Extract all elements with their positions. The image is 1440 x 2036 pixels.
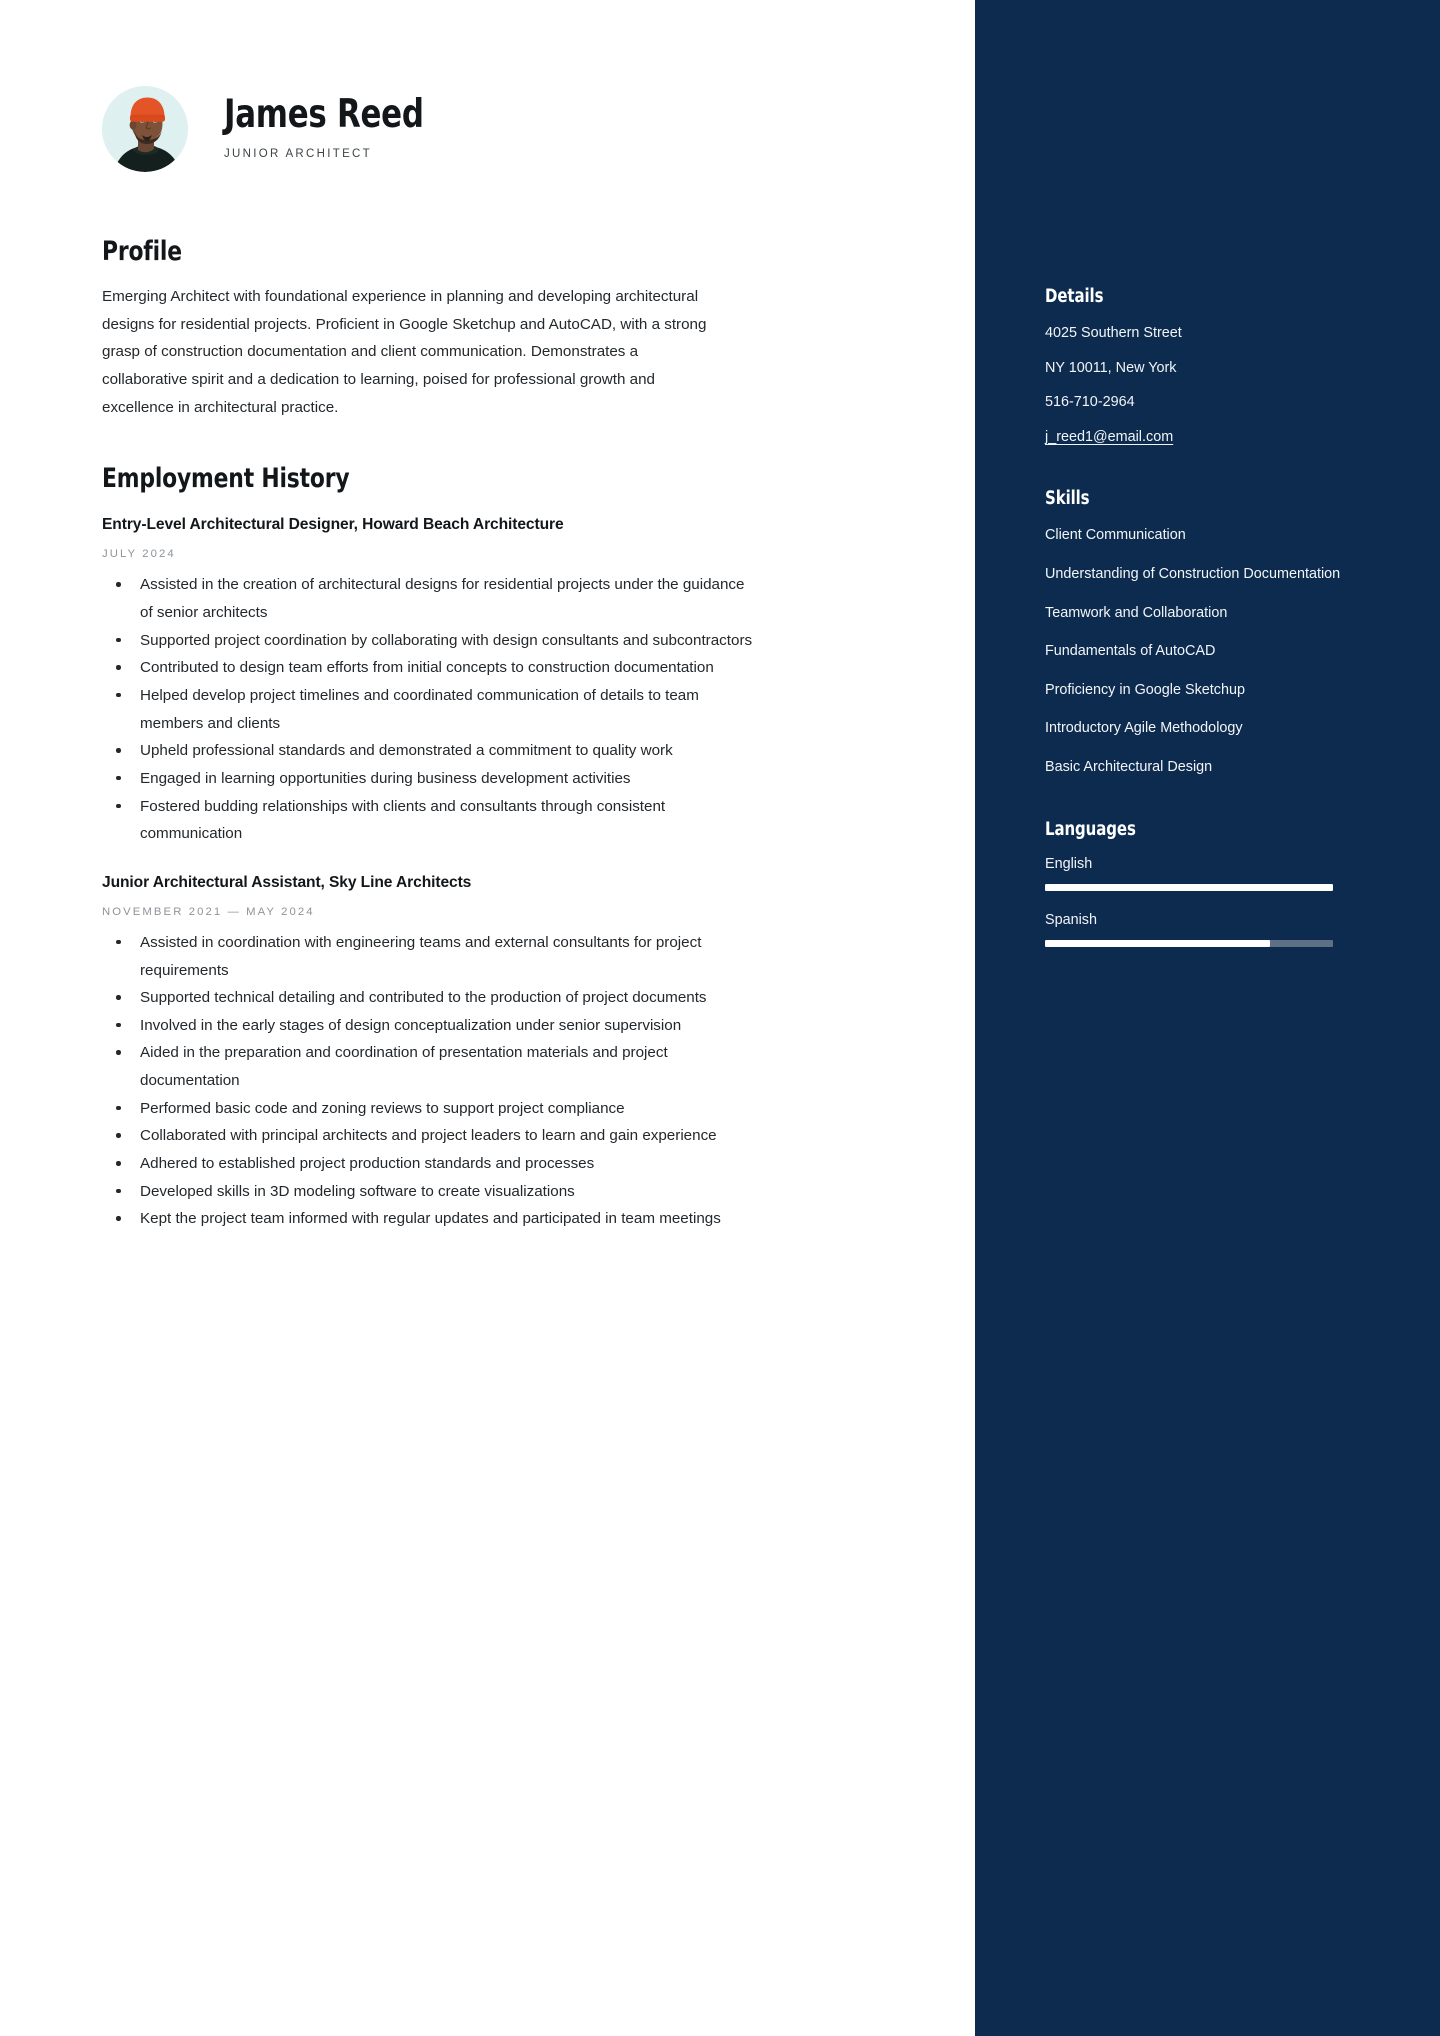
list-item: Assisted in the creation of architectural designs for residential projects under the guidance of senior architects (102, 571, 758, 626)
skill-item: Teamwork and Collaboration (1045, 604, 1228, 621)
language-item (1045, 856, 1364, 891)
avatar-illustration-icon (102, 86, 188, 172)
job-title: Entry-Level Architectural Designer, Howard Beach Architecture (102, 516, 564, 534)
employment-history-section (102, 463, 895, 1233)
language-level-fill (1045, 940, 1270, 947)
sidebar (975, 0, 1440, 2036)
address-line-1: 4025 Southern Street (1045, 325, 1182, 341)
list-item: Aided in the preparation and coordination of presentation materials and project documentation (102, 1039, 758, 1094)
list-item: Fostered budding relationships with clients and consultants through consistent communication (102, 793, 758, 848)
phone-number: 516-710-2964 (1045, 394, 1135, 411)
list-item: Performed basic code and zoning reviews to support project compliance (102, 1095, 758, 1123)
list-item: Upheld professional standards and demonstrated a commitment to quality work (102, 737, 758, 765)
language-name: English (1045, 855, 1093, 872)
list-item: Contributed to design team efforts from initial concepts to construction documentation (102, 654, 758, 682)
skill-item: Fundamentals of AutoCAD (1045, 643, 1216, 660)
profile-summary-text: Emerging Architect with foundational experience in planning and developing architectural designs for residential projects. Proficient in Google Sketchup and AutoCAD, with a strong grasp of construction documentation and client communication. Demonstrates a collaborative spirit and a dedication to learning, poised for professional growth and excellence in architectural practice. (102, 288, 707, 416)
language-level-fill (1045, 884, 1333, 891)
list-item: Collaborated with principal architects and project leaders to learn and gain experience (102, 1122, 758, 1150)
job-date: NOVEMBER 2021 — MAY 2024 (102, 905, 315, 918)
job-role-subtitle: JUNIOR ARCHITECT (224, 147, 372, 160)
languages-heading: Languages (1045, 818, 1136, 840)
languages-section (1045, 819, 1364, 947)
job-title: Junior Architectural Assistant, Sky Line Architects (102, 873, 472, 891)
list-item: Assisted in coordination with engineering teams and external consultants for project requirements (102, 929, 758, 984)
job-bullet-list (102, 571, 895, 848)
skill-item: Proficiency in Google Sketchup (1045, 681, 1245, 698)
email-link[interactable]: j_reed1@email.com (1045, 428, 1174, 445)
language-level-bar (1045, 940, 1333, 947)
employment-history-heading: Employment History (102, 463, 350, 495)
name-block (224, 94, 451, 164)
profile-section (102, 236, 895, 421)
list-item: Helped develop project timelines and coordinated communication of details to team members and clients (102, 682, 758, 737)
profile-heading: Profile (102, 236, 182, 267)
details-section (1045, 286, 1364, 448)
resume-header (102, 86, 895, 172)
job-entry (102, 874, 895, 1233)
list-item: Kept the project team informed with regular updates and participated in team meetings (102, 1205, 758, 1233)
list-item: Supported project coordination by collaborating with design consultants and subcontractors (102, 627, 758, 655)
list-item: Engaged in learning opportunities during business development activities (102, 765, 758, 793)
list-item: Supported technical detailing and contributed to the production of project documents (102, 984, 758, 1012)
profile-photo-avatar (102, 86, 188, 172)
language-level-bar (1045, 884, 1333, 891)
language-item (1045, 912, 1364, 947)
skill-item: Understanding of Construction Documentation (1045, 566, 1341, 583)
list-item: Developed skills in 3D modeling software to create visualizations (102, 1178, 758, 1206)
details-heading: Details (1045, 286, 1104, 307)
job-entry (102, 516, 895, 848)
list-item: Adhered to established project production standards and processes (102, 1150, 758, 1178)
language-name: Spanish (1045, 911, 1098, 928)
skills-section (1045, 488, 1364, 778)
skill-item: Basic Architectural Design (1045, 759, 1213, 776)
skills-heading: Skills (1045, 488, 1090, 510)
skill-item: Introductory Agile Methodology (1045, 720, 1243, 737)
job-bullet-list (102, 929, 895, 1233)
page-title: James Reed (224, 92, 424, 138)
address-line-2: NY 10011, New York (1045, 359, 1177, 376)
list-item: Involved in the early stages of design conceptualization under senior supervision (102, 1012, 758, 1040)
skill-item: Client Communication (1045, 527, 1186, 544)
job-date: JULY 2024 (102, 548, 176, 561)
